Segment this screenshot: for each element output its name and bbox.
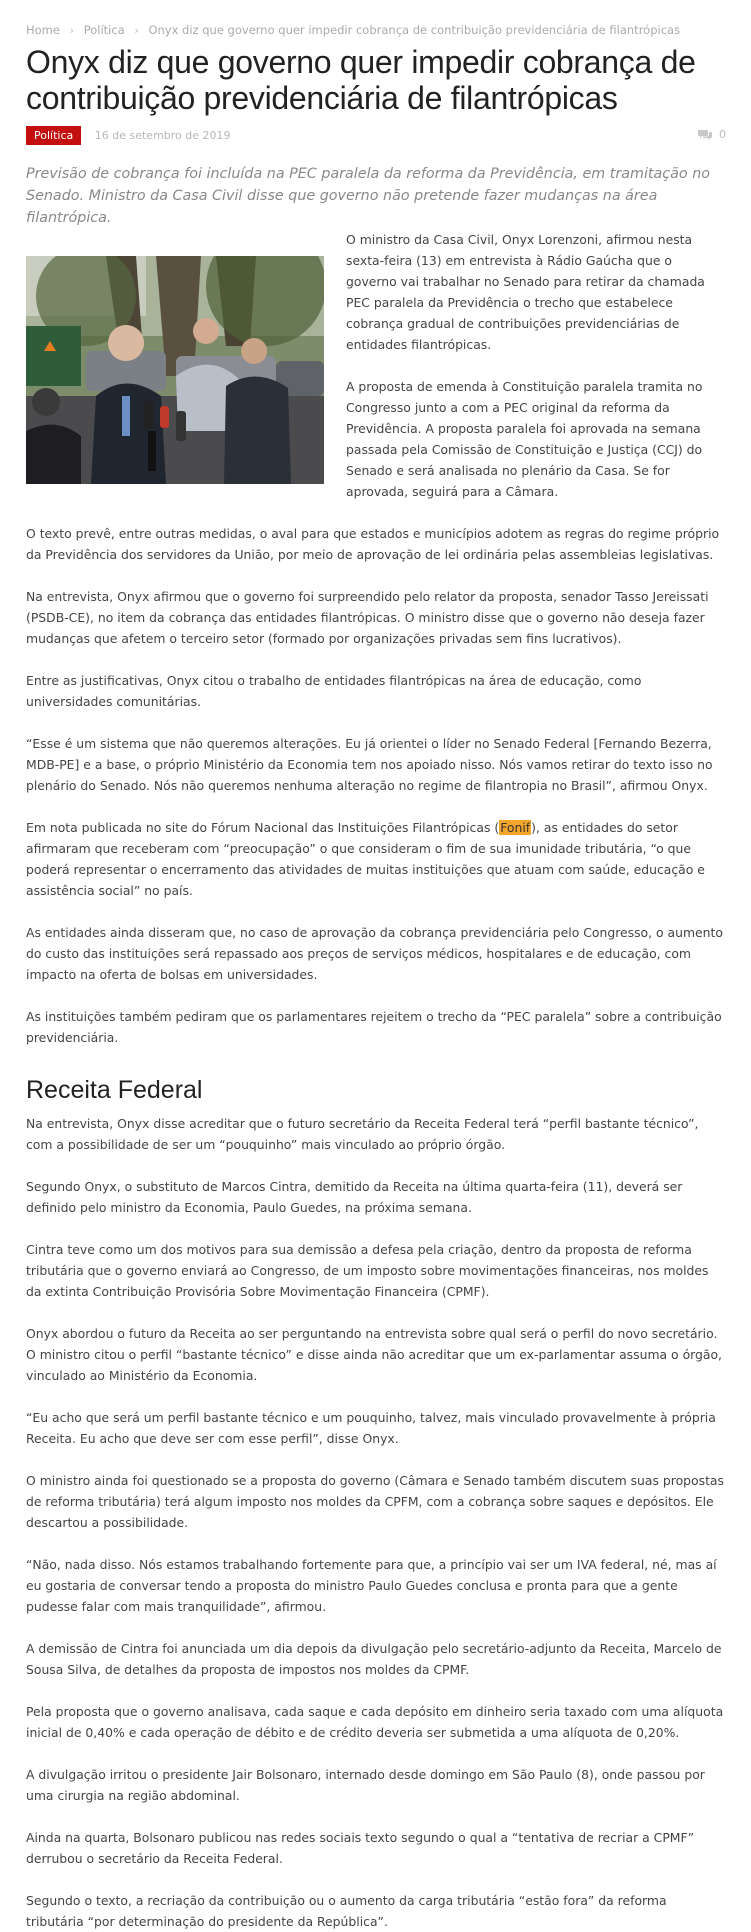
breadcrumb: [26, 0, 726, 40]
chevron-right-icon: ›: [69, 24, 75, 37]
paragraph: [26, 817, 726, 901]
paragraph: Onyx abordou o futuro da Receita ao ser perguntando na entrevista sobre qual será o perfil do novo secretário. O ministro citou o perfil “bastante técnico” e disse ainda não acreditar que um ex-parlamentar assuma o órgão, vinculado ao Ministério da Economia.: [26, 1326, 722, 1383]
category-badge[interactable]: Política: [26, 126, 81, 145]
paragraph: A divulgação irritou o presidente Jair Bolsonaro, internado desde domingo em São Paulo (8), onde passou por uma cirurgia na região abdominal.: [26, 1767, 705, 1803]
paragraph: O ministro da Casa Civil, Onyx Lorenzoni, afirmou nesta sexta-feira (13) em entrevista à Rádio Gaúcha que o governo vai trabalhar no Senado para retirar da chamada PEC paralela da Previdência o trecho que estabelece cobrança gradual de contribuições previdenciárias de entidades filantrópicas.: [346, 232, 705, 352]
paragraph: Na entrevista, Onyx afirmou que o governo foi surpreendido pelo relator da proposta, senador Tasso Jereissati (PSDB-CE), no item da cobrança das entidades filantrópicas. O ministro disse que o governo não deseja fazer mudanças que afetem o terceiro setor (formado por organizações privadas sem fins lucrativos).: [26, 589, 709, 646]
breadcrumb-category-link[interactable]: Política: [83, 23, 125, 37]
chevron-right-icon: ›: [134, 24, 139, 37]
paragraph-text: ), as entidades do setor afirmaram que receberam com “preocupação” o que consideram o fim de sua imunidade tributária, “o que poderá representar o encerramento das atividades de muitas instituições que atuam com saúde, educação e assistência social” no país.: [26, 820, 705, 898]
paragraph: A demissão de Cintra foi anunciada um dia depois da divulgação pelo secretário-adjunto da Receita, Marcelo de Sousa Silva, de detalhes da proposta de impostos nos moldes da CPMF.: [26, 1641, 722, 1677]
paragraph-text: Em nota publicada no site do Fórum Nacional das Instituições Filantrópicas (: [26, 820, 500, 835]
paragraph: Segundo Onyx, o substituto de Marcos Cintra, demitido da Receita na última quarta-feira (11), deverá ser definido pelo ministro da Economia, Paulo Guedes, na próxima semana.: [26, 1179, 683, 1215]
breadcrumb-current: Onyx diz que governo quer impedir cobrança de contribuição previdenciária de filantrópicas: [148, 23, 681, 37]
article-photo: [26, 256, 324, 484]
paragraph: O texto prevê, entre outras medidas, o aval para que estados e municípios adotem as regras do regime próprio da Previdência dos servidores da União, por meio de aprovação de lei ordinária pelas assembleias legislativas.: [26, 526, 720, 562]
publish-date: 16 de setembro de 2019: [94, 129, 231, 142]
article-container: [26, 0, 726, 1932]
article-lead: Previsão de cobrança foi incluída na PEC paralela da reforma da Previdência, em tramitação no Senado. Ministro da Casa Civil disse que governo não pretende fazer mudanças na área filantrópica.: [26, 166, 711, 226]
comment-bubbles-icon: [698, 129, 713, 141]
paragraph: “Eu acho que será um perfil bastante técnico e um pouquinho, talvez, mais vinculado provavelmente à própria Receita. Eu acho que deve ser com esse perfil”, disse Onyx.: [26, 1410, 716, 1446]
paragraph: As instituições também pediram que os parlamentares rejeitem o trecho da “PEC paralela” sobre a contribuição previdenciária.: [26, 1009, 722, 1045]
paragraph: Na entrevista, Onyx disse acreditar que o futuro secretário da Receita Federal terá “perfil bastante técnico”, com a possibilidade de ser um “pouquinho” mais vinculado ao próprio órgão.: [26, 1116, 699, 1152]
article-meta: [26, 126, 726, 146]
paragraph: Entre as justificativas, Onyx citou o trabalho de entidades filantrópicas na área de educação, como universidades comunitárias.: [26, 673, 642, 709]
paragraph: Pela proposta que o governo analisava, cada saque e cada depósito em dinheiro seria taxado com uma alíquota inicial de 0,40% e cada operação de débito e de crédito deveria ser submetida a uma alíquota de 0,20%.: [26, 1704, 724, 1740]
paragraph: “Não, nada disso. Nós estamos trabalhando fortemente para que, a princípio vai ser um IVA federal, né, mas aí eu gostaria de conversar tendo a proposta do ministro Paulo Guedes conclusa e pronta para que a gente pudesse falar com mais tranquilidade”, afirmou.: [26, 1557, 717, 1614]
paragraph: Segundo o texto, a recriação da contribuição ou o aumento da carga tributária “estão fora” da reforma tributária “por determinação do presidente da República”.: [26, 1893, 667, 1929]
section-heading: Receita Federal: [26, 1076, 203, 1104]
article-body: [26, 229, 726, 1932]
paragraph: “Esse é um sistema que não queremos alterações. Eu já orientei o líder no Senado Federal [Fernando Bezerra, MDB-PE] e a base, o próprio Ministério da Economia tem nos apoiado nisso. Nós vamos retirar do texto isso no plenário do Senado. Nós não queremos nenhuma alteração no regime de filantropia no Brasil”, afirmou Onyx.: [26, 736, 713, 793]
comments-link[interactable]: [698, 128, 726, 141]
article-title: Onyx diz que governo quer impedir cobrança de contribuição previdenciária de filantrópicas: [26, 44, 696, 116]
paragraph: Cintra teve como um dos motivos para sua demissão a defesa pela criação, dentro da proposta de reforma tributária que o governo enviará ao Congresso, de um imposto sobre movimentações financeiras, nos moldes da extinta Contribuição Provisória Sobre Movimentação Financeira (CPMF).: [26, 1242, 709, 1299]
paragraph: O ministro ainda foi questionado se a proposta do governo (Câmara e Senado também discutem suas propostas de reforma tributária) terá algum imposto nos moldes da CPFM, com a cobrança sobre saques e depósitos. Ele descartou a possibilidade.: [26, 1473, 724, 1530]
highlighted-term: Fonif: [500, 820, 531, 835]
breadcrumb-home-link[interactable]: Home: [26, 23, 60, 37]
paragraph: As entidades ainda disseram que, no caso de aprovação da cobrança previdenciária pelo Congresso, o aumento do custo das instituições será repassado aos preços de serviços médicos, hospitalares e de educação, com impacto na oferta de bolsas em universidades.: [26, 925, 723, 982]
paragraph: A proposta de emenda à Constituição paralela tramita no Congresso junto a com a PEC original da reforma da Previdência. A proposta paralela foi aprovada na semana passada pela Comissão de Constituição e Justiça (CCJ) do Senado e será analisada no plenário da Casa. Se for aprovada, seguirá para a Câmara.: [346, 379, 703, 499]
comments-count: 0: [719, 128, 726, 141]
paragraph: Ainda na quarta, Bolsonaro publicou nas redes sociais texto segundo o qual a “tentativa de recriar a CPMF” derrubou o secretário da Receita Federal.: [26, 1830, 695, 1866]
